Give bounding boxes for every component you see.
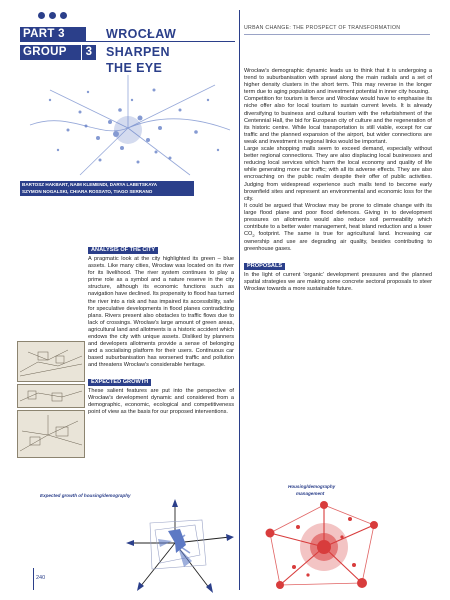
paragraph-demography: Wrocław's demographic dynamic leads us to think that it is undergoing a trend to suburbanisation with sprawl along the main radials and a set of higher density clusters in the short term. This may reverse in the longer term due to aging population and investment potential in inner city housing. — [244, 68, 432, 96]
sketch-image-2 — [17, 384, 85, 408]
co2-subscript: 2 — [252, 233, 255, 239]
page-number-rule — [33, 568, 34, 590]
header-rule — [20, 41, 235, 42]
authors-line: BARTOSZ HAKBART, NAIM KLEMENDI, DARYA LABETSKAYA — [22, 182, 158, 187]
page-title-line3: THE EYE — [106, 61, 163, 75]
group-number: 3 — [82, 45, 96, 60]
proposals-heading: PROPOSALS — [244, 263, 285, 270]
page-title-line2: SHARPEN — [106, 45, 170, 59]
caption-management-line1: Housing/demography — [288, 484, 336, 489]
paragraph-expected-growth: These salient features are put into the perspective of Wrocław's development dynamic and considered from a demographic, economic, ecological and competitiveness point of view as the basis for our proposed interventions. — [88, 387, 234, 415]
analysis-heading: ANALYSIS OF THE CITY — [88, 247, 158, 254]
expected-growth-heading: EXPECTED GROWTH — [88, 379, 151, 386]
group-label: GROUP — [20, 45, 81, 60]
city-map-image — [20, 70, 235, 180]
caption-rule — [244, 34, 430, 35]
sketch-image-1 — [17, 341, 85, 382]
sketch-image-3 — [17, 410, 85, 458]
authors-line: SZYMON NOGALSKI, CHIARA ROSSATO, TIAGO SERRANO — [22, 188, 153, 194]
page-number: 240 — [36, 575, 46, 581]
climate-text-end: footprint. The same is true for agricultural land. Increasing car ownership and use are degrading air quality, besides contributing to greenhouse gases. — [244, 231, 432, 253]
management-diagram — [250, 495, 382, 595]
growth-diagram — [110, 495, 240, 595]
paragraph-climate — [244, 203, 432, 254]
authors-block — [20, 181, 194, 196]
dot — [38, 12, 45, 19]
paragraph-proposals: In the light of current 'organic' development pressures and the planned spatial strategies we are making some concrete sectoral proposals to steer Wrocław towards a more sustainable future. — [244, 271, 432, 292]
dot — [60, 12, 67, 19]
part-label: PART 3 — [20, 27, 86, 42]
paragraph-shopping-malls: Large scale shopping malls seem to exceed demand, especially without better regional connections. They are also displacing local businesses and reducing local services which harm the local economy and quality of life while generating more car traffic; with all its adverse effects. They are also encroaching on the public realm despite their offer of public activities. Judging from widespread experience such malls tend to become early brownfield sites and represent an environmental and economic loss for the city. — [244, 146, 432, 202]
paragraph-analysis: A pragmatic look at the city highlighted its green – blue assets. Like many cities, Wrocław was located on its river for its livelihood. The river system continues to play a prime role as a symbol and a nature reserve in the city structure, although its economic functions such as navigation have declined. Its propensity to flood has turned the river into a risk and has impaired its accessibility, safe for speculative developments in flood planes contradicting plans. Rivers present also obstacles to traffic flows due to lack of crossings. Wrocław's large amount of green areas, agricultural land and allotments is a historic accident which endows the city with unique assets. Disliked by planners and developers allotments provide a sense of belonging and a socialising platform for their users. Continuous car based suburbanisation has worsened traffic and pollution and threatens Wrocław's considerable heritage. — [88, 256, 234, 369]
dot — [49, 12, 56, 19]
page-title-line1: WROCŁAW — [106, 27, 177, 41]
top-caption: URBAN CHANGE: THE PROSPECT OF TRANSFORMATION — [244, 25, 401, 31]
caption-management-line2: management — [296, 491, 325, 496]
left-column — [88, 238, 234, 416]
climate-text: It could be argued that Wrocław may be prone to climate change with its large flood plane and poor flood defences. Giving in to development pressures on allotments would also reduce soil permeability which contribute to a better water management, heat island reduction and a lower CO — [244, 202, 432, 238]
paragraph-tourism: Competition for tourism is fierce and Wrocław would have to emphasise its niche offer also for local tourism to sustain current levels. It is already diversifying to business and cultural tourism with the refurbishment of the Centennial Hall, the bid for European city of culture and the regeneration of its historic centre. While local transportation is still viable, except for car traffic and the planned expansion of the airport, but wider connections are weak and investment in regional links would be important. — [244, 96, 432, 145]
caption-growth: Expected growth of housing/demography — [40, 493, 131, 498]
decorative-dots — [38, 12, 67, 19]
right-column — [244, 68, 432, 293]
